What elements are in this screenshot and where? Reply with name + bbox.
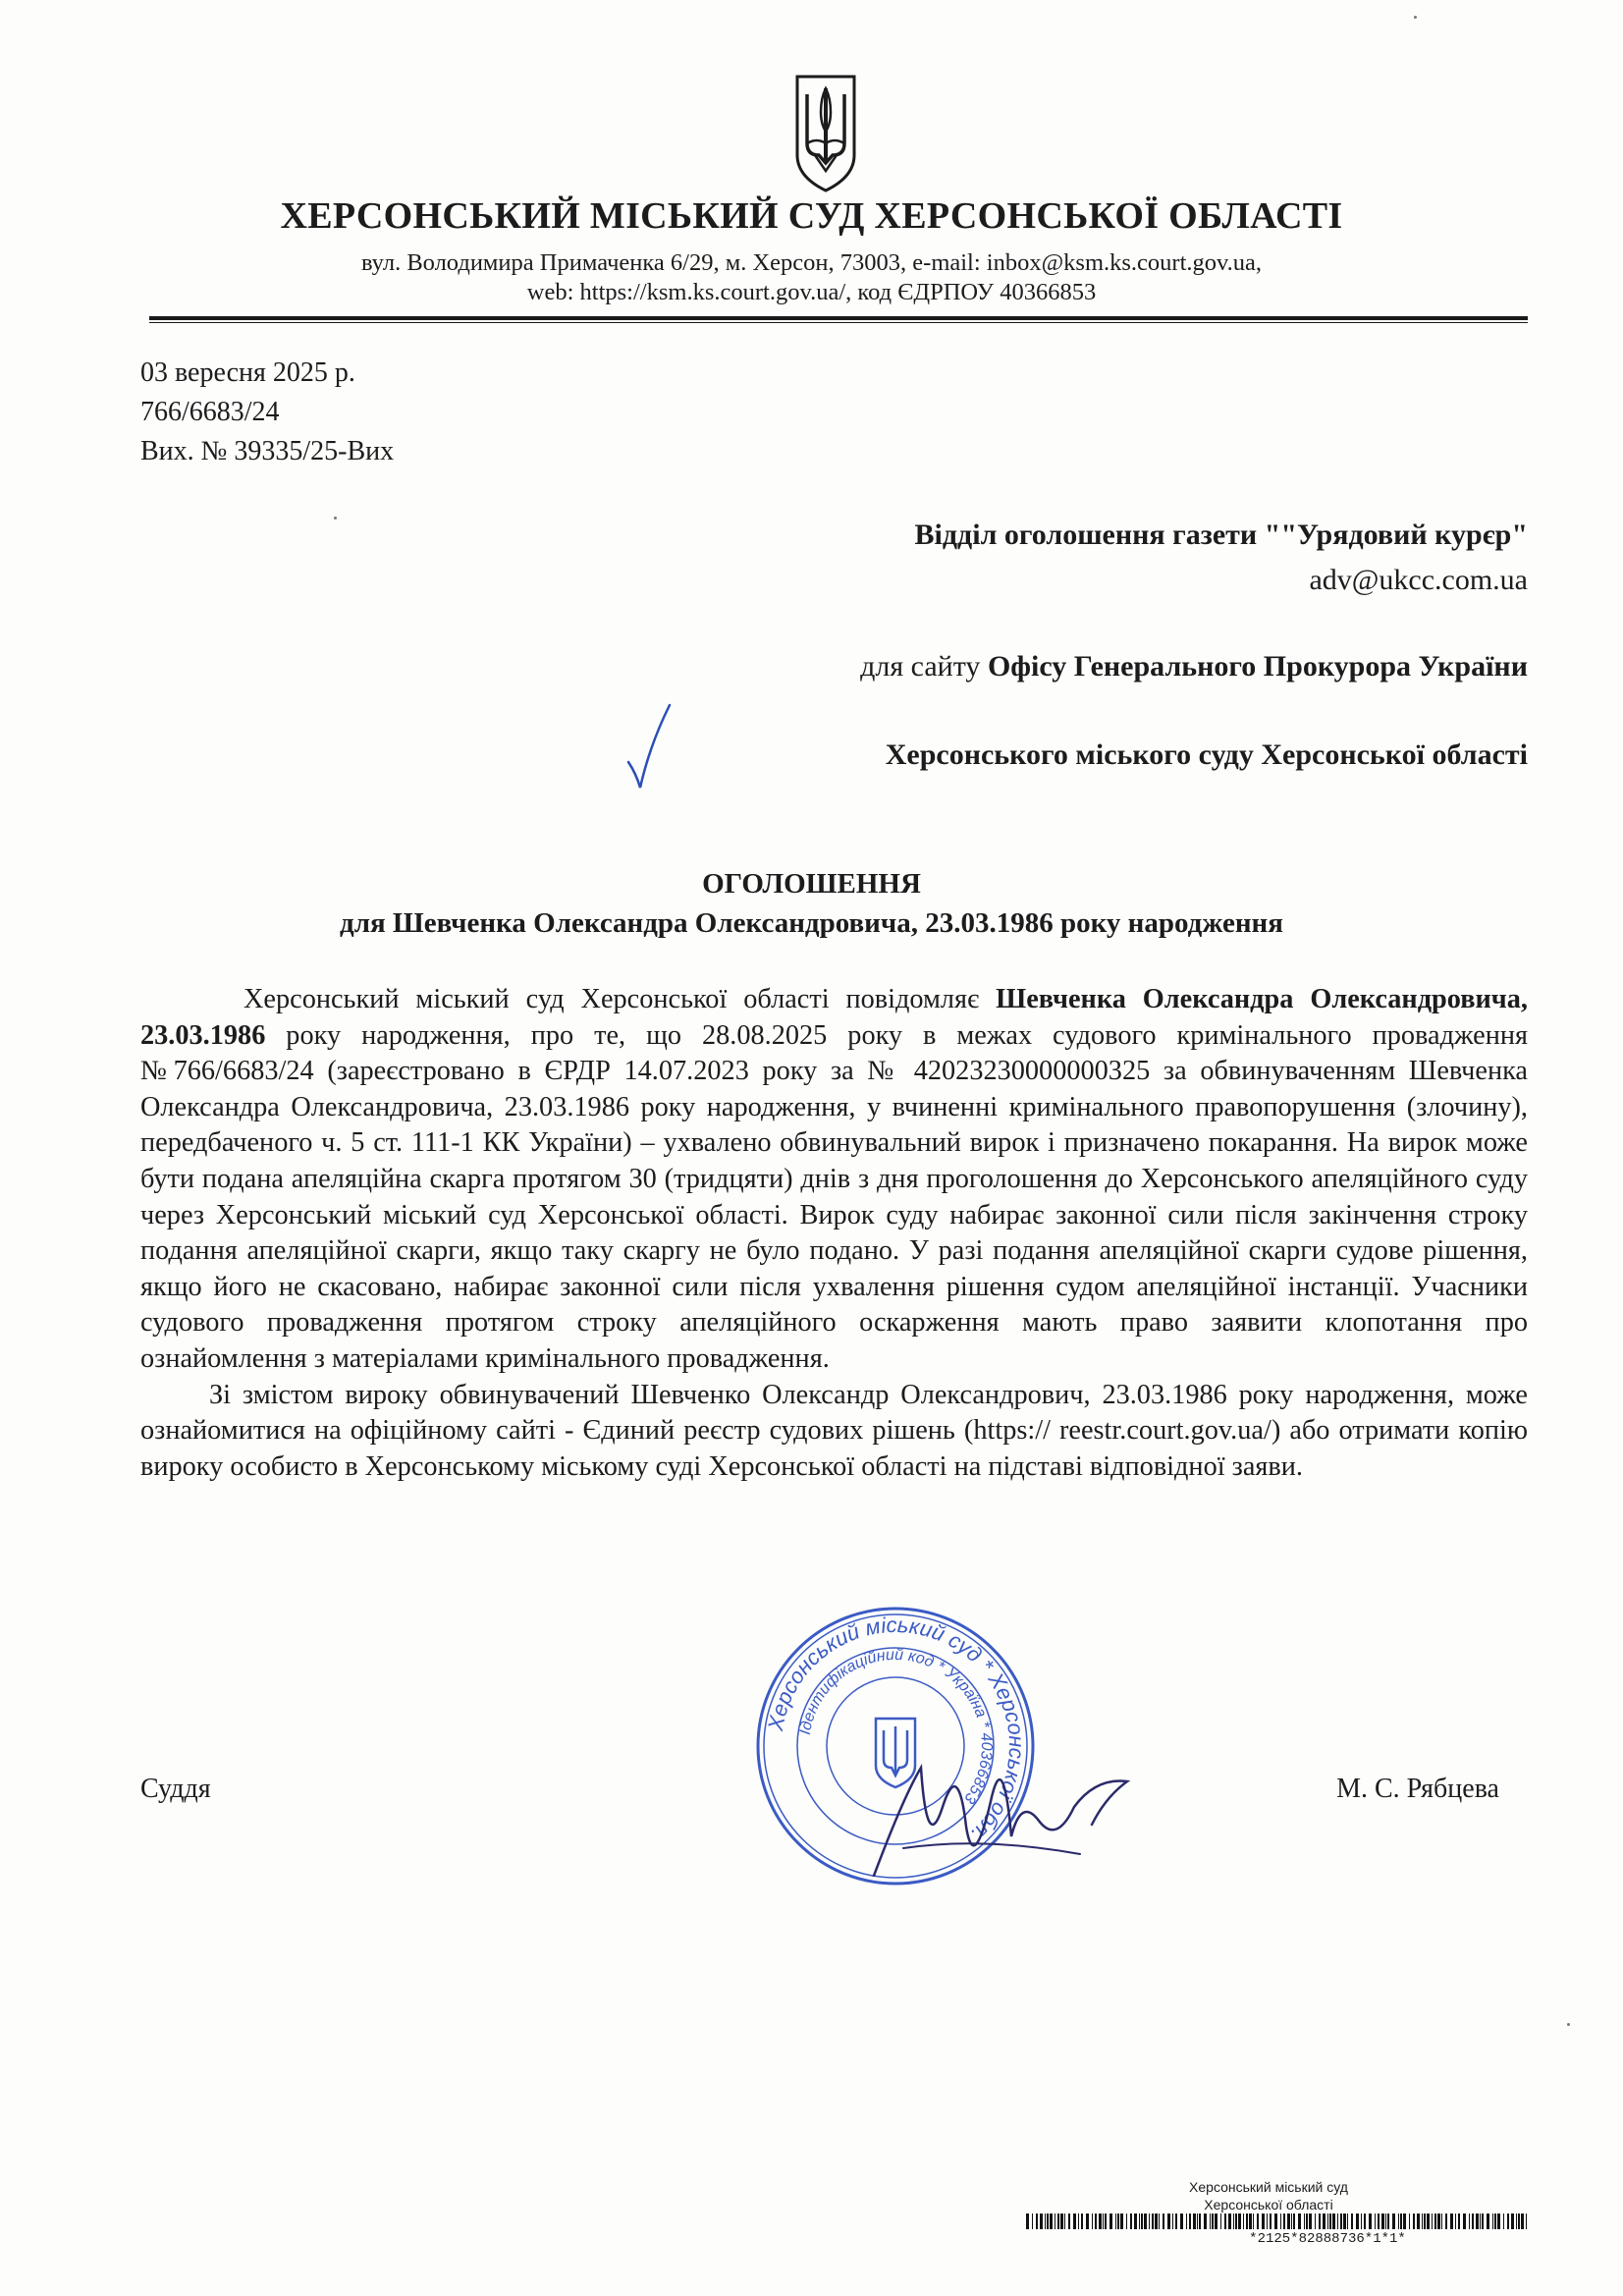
barcode-bar bbox=[1073, 2214, 1076, 2229]
barcode-bar bbox=[1057, 2214, 1059, 2229]
barcode-bar bbox=[1253, 2214, 1254, 2229]
barcode-bar bbox=[1280, 2214, 1281, 2229]
barcode-bar bbox=[1262, 2214, 1265, 2229]
barcode-bar bbox=[1413, 2214, 1415, 2229]
scan-speck bbox=[334, 517, 337, 519]
barcode-bar bbox=[1149, 2214, 1150, 2229]
recipient-email: adv@ukcc.com.ua bbox=[1309, 564, 1528, 596]
barcode-bar bbox=[1487, 2214, 1489, 2229]
barcode-bar bbox=[1518, 2214, 1520, 2229]
barcode-bar bbox=[1220, 2214, 1221, 2229]
barcode-bar bbox=[1526, 2214, 1527, 2229]
announcement-title: ОГОЛОШЕННЯ bbox=[702, 868, 921, 900]
barcode-bar bbox=[1193, 2214, 1196, 2229]
barcode-bar bbox=[1186, 2214, 1187, 2229]
barcode-bar bbox=[1199, 2214, 1201, 2229]
judge-name: М. С. Рябцева bbox=[1336, 1774, 1499, 1804]
document-date: 03 вересня 2025 р. bbox=[140, 357, 355, 388]
barcode-bar bbox=[1503, 2214, 1504, 2229]
barcode-bar bbox=[1492, 2214, 1493, 2229]
paragraph-1 bbox=[140, 982, 1528, 1378]
barcode-bar bbox=[1375, 2214, 1376, 2229]
barcode-bar bbox=[1422, 2214, 1423, 2229]
barcode-bar bbox=[1068, 2214, 1070, 2229]
barcode-bar bbox=[1130, 2214, 1132, 2229]
paragraph-1-rest: року народження, про те, що 28.08.2025 року в межах судового кримінального провадження №766/6683/24 (зареєстровано в ЄРДР 14.07.2023 року за № 42023230000000325 за обвинуваченням Шевченка Олександра Олександровича, 23.03.1986 року народження, у вчиненні кримінального правопорушення (злочину), передбаченого ч. 5 ст. 111-1 КК України) – ухвалено обвинувальний вирок і призначено покарання. На вирок може бути подана апеляційна скарга протягом 30 (тридцяти) днів з дня проголошення до Херсонського апеляційного суду через Херсонський міський суд Херсонської області. Вирок суду набирає законної сили після закінчення строку подання апеляційної скарги, якщо таку скаргу не було подано. У разі подання апеляційної скарги судове рішення, якщо його не скасовано, набирає законної сили після ухвалення рішення судом апеляційної інстанції. Учасники судового провадження протягом строку апеляційного оскарження мають право заявити клопотання про ознайомлення з матеріалами кримінального провадження. bbox=[140, 1019, 1528, 1374]
barcode-bar bbox=[1329, 2214, 1331, 2229]
barcode-bar bbox=[1511, 2214, 1514, 2229]
barcode-bar bbox=[1215, 2214, 1217, 2229]
barcode-bar bbox=[1343, 2214, 1346, 2229]
checkmark-icon bbox=[624, 701, 672, 792]
barcode-bar bbox=[1441, 2214, 1442, 2229]
barcode-bar bbox=[1497, 2214, 1500, 2229]
barcode-bar bbox=[1445, 2214, 1447, 2229]
barcode-bar bbox=[1228, 2214, 1231, 2229]
barcode-bar bbox=[1126, 2214, 1127, 2229]
barcode-bar bbox=[1469, 2214, 1470, 2229]
barcode-bar bbox=[1364, 2214, 1366, 2229]
barcode-bar bbox=[1378, 2214, 1380, 2229]
barcode-bar bbox=[1403, 2214, 1406, 2229]
barcode-bar bbox=[1480, 2214, 1481, 2229]
barcode-bar bbox=[1060, 2214, 1063, 2229]
announcement-subtitle: для Шевченка Олександра Олександровича, 23.03.1986 року народження bbox=[340, 907, 1283, 939]
barcode-bar bbox=[1144, 2214, 1147, 2229]
barcode-bar bbox=[1249, 2214, 1252, 2229]
barcode-bar bbox=[1507, 2214, 1509, 2229]
barcode-bar bbox=[1400, 2214, 1402, 2229]
barcode-bar bbox=[1246, 2214, 1248, 2229]
barcode-bar bbox=[1409, 2214, 1410, 2229]
barcode-bar bbox=[1356, 2214, 1359, 2229]
barcode-bar bbox=[1274, 2214, 1277, 2229]
barcode-bar bbox=[1175, 2214, 1177, 2229]
recipient-newspaper: Відділ оголошення газети ""Урядовий курєр" bbox=[914, 519, 1528, 551]
court-address-line-1: вул. Володимира Примаченка 6/29, м. Херсон, 73003, e-mail: inbox@ksm.ks.court.gov.ua, bbox=[360, 249, 1263, 276]
barcode-bar bbox=[1291, 2214, 1292, 2229]
scan-speck bbox=[1567, 2023, 1570, 2026]
judge-label: Суддя bbox=[140, 1774, 211, 1804]
barcode-bar bbox=[1398, 2214, 1399, 2229]
barcode-bar bbox=[1036, 2214, 1038, 2229]
trident-icon bbox=[791, 73, 860, 194]
header-divider-thin bbox=[149, 322, 1528, 323]
barcode-bar bbox=[1327, 2214, 1328, 2229]
barcode-bar bbox=[1463, 2214, 1466, 2229]
barcode-bar bbox=[1078, 2214, 1079, 2229]
barcode-bar bbox=[1361, 2214, 1362, 2229]
scan-speck bbox=[1414, 16, 1417, 19]
barcode-bar bbox=[1270, 2214, 1271, 2229]
barcode-bar bbox=[1323, 2214, 1325, 2229]
barcode-bar bbox=[1309, 2214, 1312, 2229]
barcode-bar bbox=[1427, 2214, 1430, 2229]
barcode-bar bbox=[1233, 2214, 1234, 2229]
barcode-bar bbox=[1392, 2214, 1395, 2229]
barcode-bar bbox=[1026, 2214, 1029, 2229]
barcode-bar bbox=[1224, 2214, 1226, 2229]
barcode-bar bbox=[1064, 2214, 1065, 2229]
barcode-bar bbox=[1099, 2214, 1102, 2229]
barcode-bar bbox=[1189, 2214, 1191, 2229]
header-divider bbox=[149, 316, 1528, 320]
barcode-bar bbox=[1243, 2214, 1244, 2229]
barcode-bar bbox=[1381, 2214, 1384, 2229]
barcode-bar bbox=[1105, 2214, 1107, 2229]
barcode-bar bbox=[1332, 2214, 1335, 2229]
barcode-bar bbox=[1109, 2214, 1112, 2229]
stamp-inner-text: Ідентифікаційний код * Україна * 40366853 bbox=[796, 1646, 996, 1807]
barcode-bar bbox=[1482, 2214, 1484, 2229]
paragraph-1-start: Херсонський міський суд Херсонської області повідомляє bbox=[243, 984, 997, 1014]
barcode-bar bbox=[1340, 2214, 1342, 2229]
barcode-bar bbox=[1521, 2214, 1524, 2229]
barcode-bar bbox=[1319, 2214, 1321, 2229]
barcode-bar bbox=[1081, 2214, 1083, 2229]
barcode-bar bbox=[1337, 2214, 1338, 2229]
barcode-bar bbox=[1155, 2214, 1158, 2229]
paragraph-2: Зі змістом вироку обвинувачений Шевченко Олександр Олександрович, 23.03.1986 року народження, може ознайомитися на офіційному сайті - Єдиний реєстр судових рішень (https:// reestr.court.gov.ua/) або отримати копію вироку особисто в Херсонському міському суді Херсонської області на підставі відповідної заяви. bbox=[140, 1379, 1528, 1482]
barcode-bar bbox=[1204, 2214, 1207, 2229]
barcode-bar bbox=[1304, 2214, 1305, 2229]
barcode-bar bbox=[1040, 2214, 1043, 2229]
barcode-bar bbox=[1516, 2214, 1517, 2229]
barcode-bar bbox=[1152, 2214, 1154, 2229]
outgoing-number: Вих. № 39335/25-Вих bbox=[140, 436, 395, 466]
barcode-bar bbox=[1347, 2214, 1348, 2229]
barcode-bar bbox=[1315, 2214, 1316, 2229]
recipient-prefix: для сайту bbox=[860, 650, 988, 683]
barcode-bar bbox=[1159, 2214, 1160, 2229]
barcode-bar bbox=[1417, 2214, 1420, 2229]
barcode-bar bbox=[1103, 2214, 1104, 2229]
barcode-bar bbox=[1424, 2214, 1426, 2229]
barcode-bar bbox=[1117, 2214, 1119, 2229]
barcode-bar bbox=[1092, 2214, 1093, 2229]
recipient-prosecutor bbox=[860, 650, 1528, 683]
barcode-bar bbox=[1115, 2214, 1116, 2229]
barcode-bar bbox=[1283, 2214, 1285, 2229]
barcode-bar bbox=[1298, 2214, 1301, 2229]
barcode-bar bbox=[1210, 2214, 1211, 2229]
barcode-bar bbox=[1267, 2214, 1268, 2229]
recipient-prosecutor-name: Офісу Генерального Прокурора України bbox=[987, 650, 1528, 683]
stamp-outer-text: Херсонський міський суд * Херсонської обл. bbox=[763, 1612, 1030, 1848]
barcode-bar bbox=[1437, 2214, 1440, 2229]
barcode-bar bbox=[1287, 2214, 1290, 2229]
barcode-label-line-2: Херсонської області bbox=[1204, 2197, 1333, 2213]
barcode-bar bbox=[1134, 2214, 1137, 2229]
barcode-bar bbox=[1494, 2214, 1496, 2229]
barcode-bar bbox=[1351, 2214, 1353, 2229]
barcode-bar bbox=[1086, 2214, 1089, 2229]
barcode-bar bbox=[1238, 2214, 1241, 2229]
barcode-bar bbox=[1032, 2214, 1033, 2229]
barcode-bar bbox=[1095, 2214, 1097, 2229]
barcode-bar bbox=[1472, 2214, 1474, 2229]
barcode-label-line-1: Херсонський міський суд bbox=[1189, 2179, 1348, 2195]
barcode-bar bbox=[1139, 2214, 1140, 2229]
barcode-bar bbox=[1434, 2214, 1436, 2229]
barcode-number: *2125*82888736*1*1* bbox=[1249, 2231, 1406, 2247]
barcode-bar bbox=[1306, 2214, 1308, 2229]
barcode-bar bbox=[1476, 2214, 1479, 2229]
barcode-bar bbox=[1458, 2214, 1460, 2229]
barcode-bar bbox=[1180, 2214, 1183, 2229]
barcode-bar bbox=[1455, 2214, 1456, 2229]
barcode bbox=[1026, 2214, 1533, 2229]
court-address-line-2: web: https://ksm.ks.court.gov.ua/, код ЄДРПОУ 40366853 bbox=[526, 279, 1097, 305]
barcode-bar bbox=[1385, 2214, 1386, 2229]
recipient-court: Херсонського міського суду Херсонської області bbox=[885, 738, 1528, 771]
barcode-bar bbox=[1045, 2214, 1046, 2229]
barcode-bar bbox=[1450, 2214, 1453, 2229]
barcode-bar bbox=[1293, 2214, 1295, 2229]
barcode-bar bbox=[1369, 2214, 1372, 2229]
barcode-bar bbox=[1163, 2214, 1164, 2229]
barcode-bar bbox=[1172, 2214, 1173, 2229]
barcode-bar bbox=[1050, 2214, 1053, 2229]
barcode-bar bbox=[1197, 2214, 1198, 2229]
court-name: ХЕРСОНСЬКИЙ МІСЬКИЙ СУД ХЕРСОНСЬКОЇ ОБЛАСТІ bbox=[280, 195, 1343, 237]
barcode-bar bbox=[1212, 2214, 1214, 2229]
barcode-bar bbox=[1167, 2214, 1170, 2229]
barcode-bar bbox=[1257, 2214, 1259, 2229]
barcode-bar bbox=[1120, 2214, 1123, 2229]
case-number: 766/6683/24 bbox=[140, 397, 280, 427]
barcode-bar bbox=[1235, 2214, 1237, 2229]
barcode-bar bbox=[1047, 2214, 1049, 2229]
judge-signature bbox=[864, 1738, 1149, 1886]
announcement-body bbox=[140, 982, 1528, 1485]
barcode-bar bbox=[1432, 2214, 1433, 2229]
barcode-bar bbox=[1141, 2214, 1143, 2229]
barcode-bar bbox=[1387, 2214, 1389, 2229]
paragraph-1-bold: Шевченка Олександра Олександровича, 23.03.1986 bbox=[140, 984, 1528, 1051]
